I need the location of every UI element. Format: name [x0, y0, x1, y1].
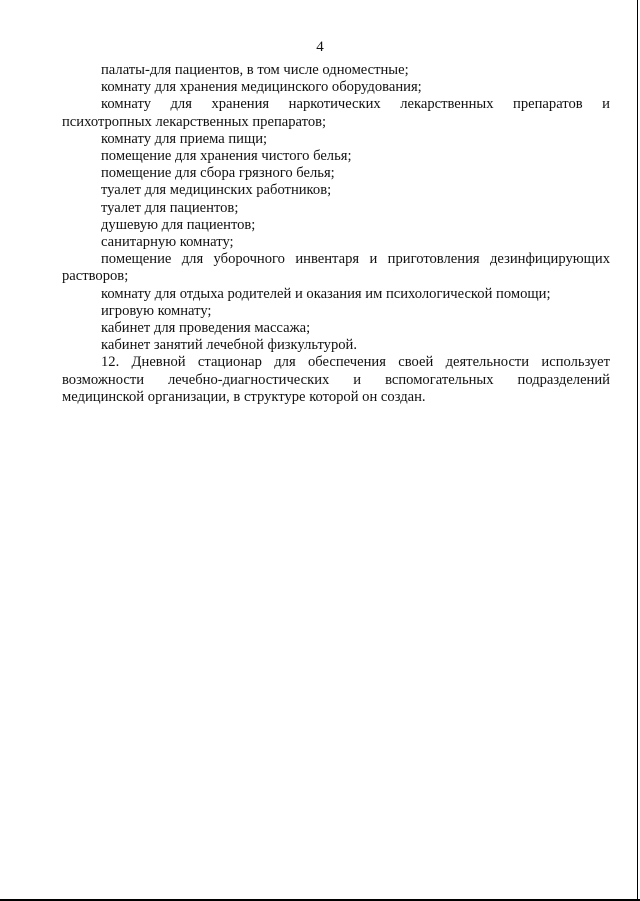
list-item: комнату для приема пищи; [101, 130, 268, 147]
list-item: помещение для сбора грязного белья; [101, 165, 335, 182]
list-item: помещение для уборочного инвентаря и приготовления дезинфицирующих [101, 251, 610, 268]
list-item: комнату для хранения наркотических лекарственных препаратов и [101, 96, 610, 113]
page-edge-right [637, 0, 638, 901]
list-item: кабинет занятий лечебной физкультурой. [101, 337, 357, 354]
list-item: комнату для отдыха родителей и оказания им психологической помощи; [101, 285, 551, 302]
list-item: душевую для пациентов; [101, 216, 256, 233]
list-item: палаты-для пациентов, в том числе одноместные; [101, 62, 409, 78]
list-item: кабинет для проведения массажа; [101, 320, 311, 337]
paragraph-12-line: возможности лечебно-диагностических и вспомогательных подразделений [62, 371, 610, 388]
list-item: туалет для медицинских работников; [101, 182, 332, 199]
list-item-continuation: психотропных лекарственных препаратов; [62, 113, 327, 130]
list-item: комнату для хранения медицинского оборудования; [101, 79, 422, 96]
page-number: 4 [316, 39, 324, 55]
list-item: игровую комнату; [101, 302, 212, 319]
paragraph-12-line: 12. Дневной стационар для обеспечения своей деятельности использует [101, 354, 610, 371]
list-item: санитарную комнату; [101, 234, 234, 251]
list-item-continuation: растворов; [62, 268, 129, 285]
list-item: помещение для хранения чистого белья; [101, 148, 352, 165]
document-body [62, 62, 610, 406]
list-item: туалет для пациентов; [101, 199, 239, 216]
paragraph-12-line: медицинской организации, в структуре которой он создан. [62, 388, 426, 405]
